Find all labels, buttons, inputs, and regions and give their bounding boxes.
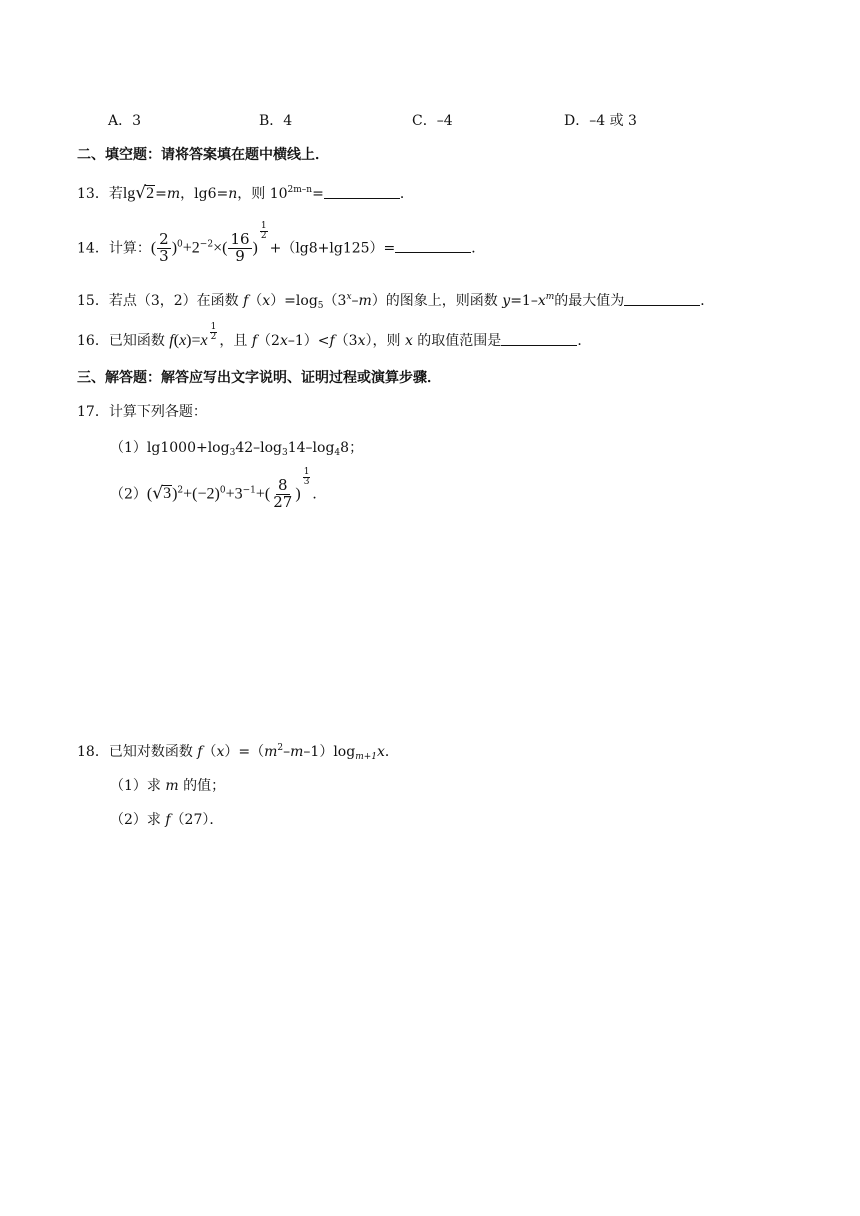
question-17-part-1: $(1)\lg 1000+\log_342-\log_314-\log_48$； (110, 440, 364, 458)
question-17-part-2: $(2)(√3)^2+(-2)^0+3^{-1}+$( $\frac{8}{27}$ ) $\frac{1}{3}$ ． (110, 467, 327, 511)
question-18-part-2: （2）求 f（27）． (110, 812, 224, 828)
answer-blank-14 (395, 240, 471, 253)
section-heading-fill-in: 二、填空题：请将答案填在题中横线上． (77, 147, 329, 163)
question-13: 13．若lg√2=m，lg6=n，则 $10^{2m-n}=$ ． (77, 183, 414, 203)
answer-blank-16 (501, 333, 577, 346)
question-18-part-1: （1）求 m 的值； (110, 778, 226, 794)
q12-option-b: B．4 (259, 113, 293, 129)
question-15: 15．若点（3，2）在函数 $f(x)=\log_5(3^x-m)$的图象上，则函数 $y=1-x^m$的最大值为 ． (77, 292, 715, 311)
sqrt-sign-icon: √ (152, 483, 164, 504)
q12-option-a: A．3 (108, 113, 142, 129)
answer-blank-13 (324, 186, 400, 199)
answer-blank-15 (624, 293, 700, 306)
question-14: 14．计算：( $\frac{2}{3}$ )$^0+2^{-2}\times$( $\frac{16}{9}$ ) $\frac{1}{2}$ +（lg8+lg125）= ． (77, 221, 486, 265)
question-17-title: 17．计算下列各题： (77, 404, 207, 420)
section-heading-solutions: 三、解答题：解答应写出文字说明、证明过程或演算步骤． (77, 370, 441, 386)
q12-option-d: D．–4 或 3 (564, 113, 637, 129)
question-18: 18．已知对数函数 $f(x)=(m^2-m-1)\log_{m+1}x$． (77, 743, 399, 762)
sqrt-sign-icon: √ (135, 183, 147, 203)
question-16: 16．已知函数 f(x)=x $\frac{1}{2}$ ，且 f（2x–1）<f（3x），则 x 的取值范围是 ． (77, 322, 592, 349)
q12-option-c: C．–4 (412, 113, 453, 129)
